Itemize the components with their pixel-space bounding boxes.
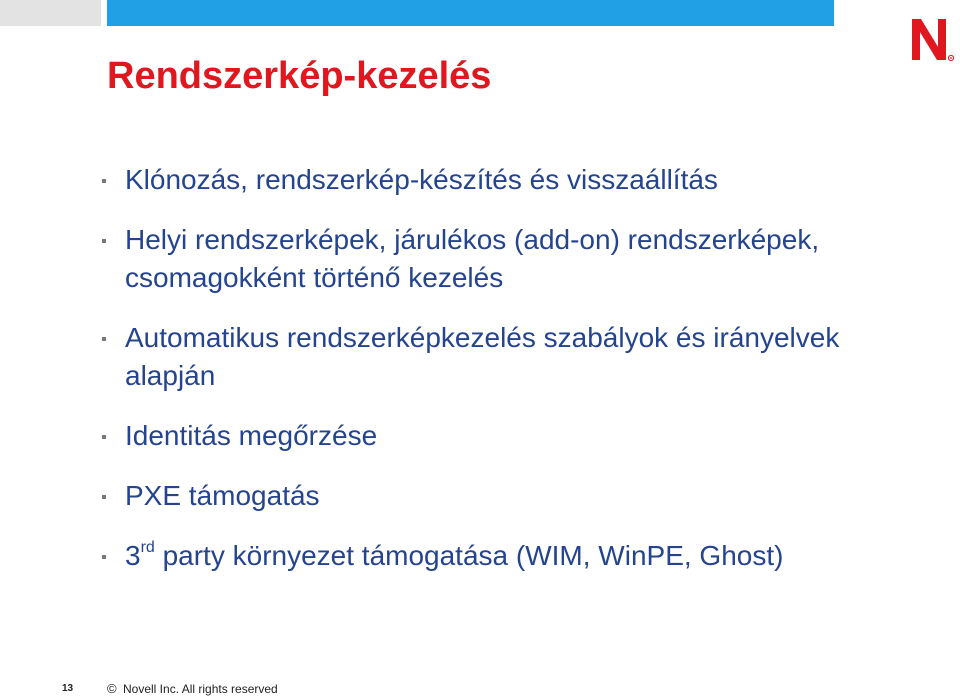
- slide-title: Rendszerkép-kezelés: [107, 55, 492, 97]
- bullet-item: [100, 417, 920, 455]
- bullet-text: Klónozás, rendszerkép-készítés és visszaállítás: [125, 164, 718, 195]
- bullet-text: Identitás megőrzése: [125, 420, 378, 451]
- bullet-item: [100, 221, 920, 297]
- top-bar-blue: [107, 0, 834, 26]
- novell-n-logo-icon: [908, 14, 956, 64]
- bullet-item: [100, 319, 920, 395]
- bullet-text: PXE támogatás: [125, 480, 320, 511]
- bullet-text: Helyi rendszerképek, járulékos (add-on) rendszerképek, csomagokként történő kezelés: [125, 224, 820, 293]
- bullet-list: [100, 161, 920, 597]
- bullet-marker: [102, 435, 106, 439]
- bullet-item: [100, 161, 920, 199]
- bullet-marker: [102, 239, 106, 243]
- bullet-marker: [102, 555, 106, 559]
- bullet-text: [125, 540, 783, 571]
- bullet-text-prefix: 3: [125, 540, 141, 571]
- bullet-marker: [102, 337, 106, 341]
- bullet-marker: [102, 495, 106, 499]
- bullet-item: [100, 537, 920, 575]
- copyright-text: Novell Inc. All rights reserved: [123, 682, 278, 696]
- bullet-text-suffix: party környezet támogatása (WIM, WinPE, Ghost): [154, 540, 784, 571]
- bullet-marker: [102, 179, 106, 183]
- page-number: 13: [62, 683, 74, 694]
- copyright-icon: ©: [107, 681, 117, 696]
- top-bar-gray: [0, 0, 101, 26]
- ordinal-superscript: rd: [140, 539, 155, 556]
- bullet-item: [100, 477, 920, 515]
- footer: [0, 672, 960, 698]
- bullet-text: Automatikus rendszerképkezelés szabályok és irányelvek alapján: [125, 322, 840, 391]
